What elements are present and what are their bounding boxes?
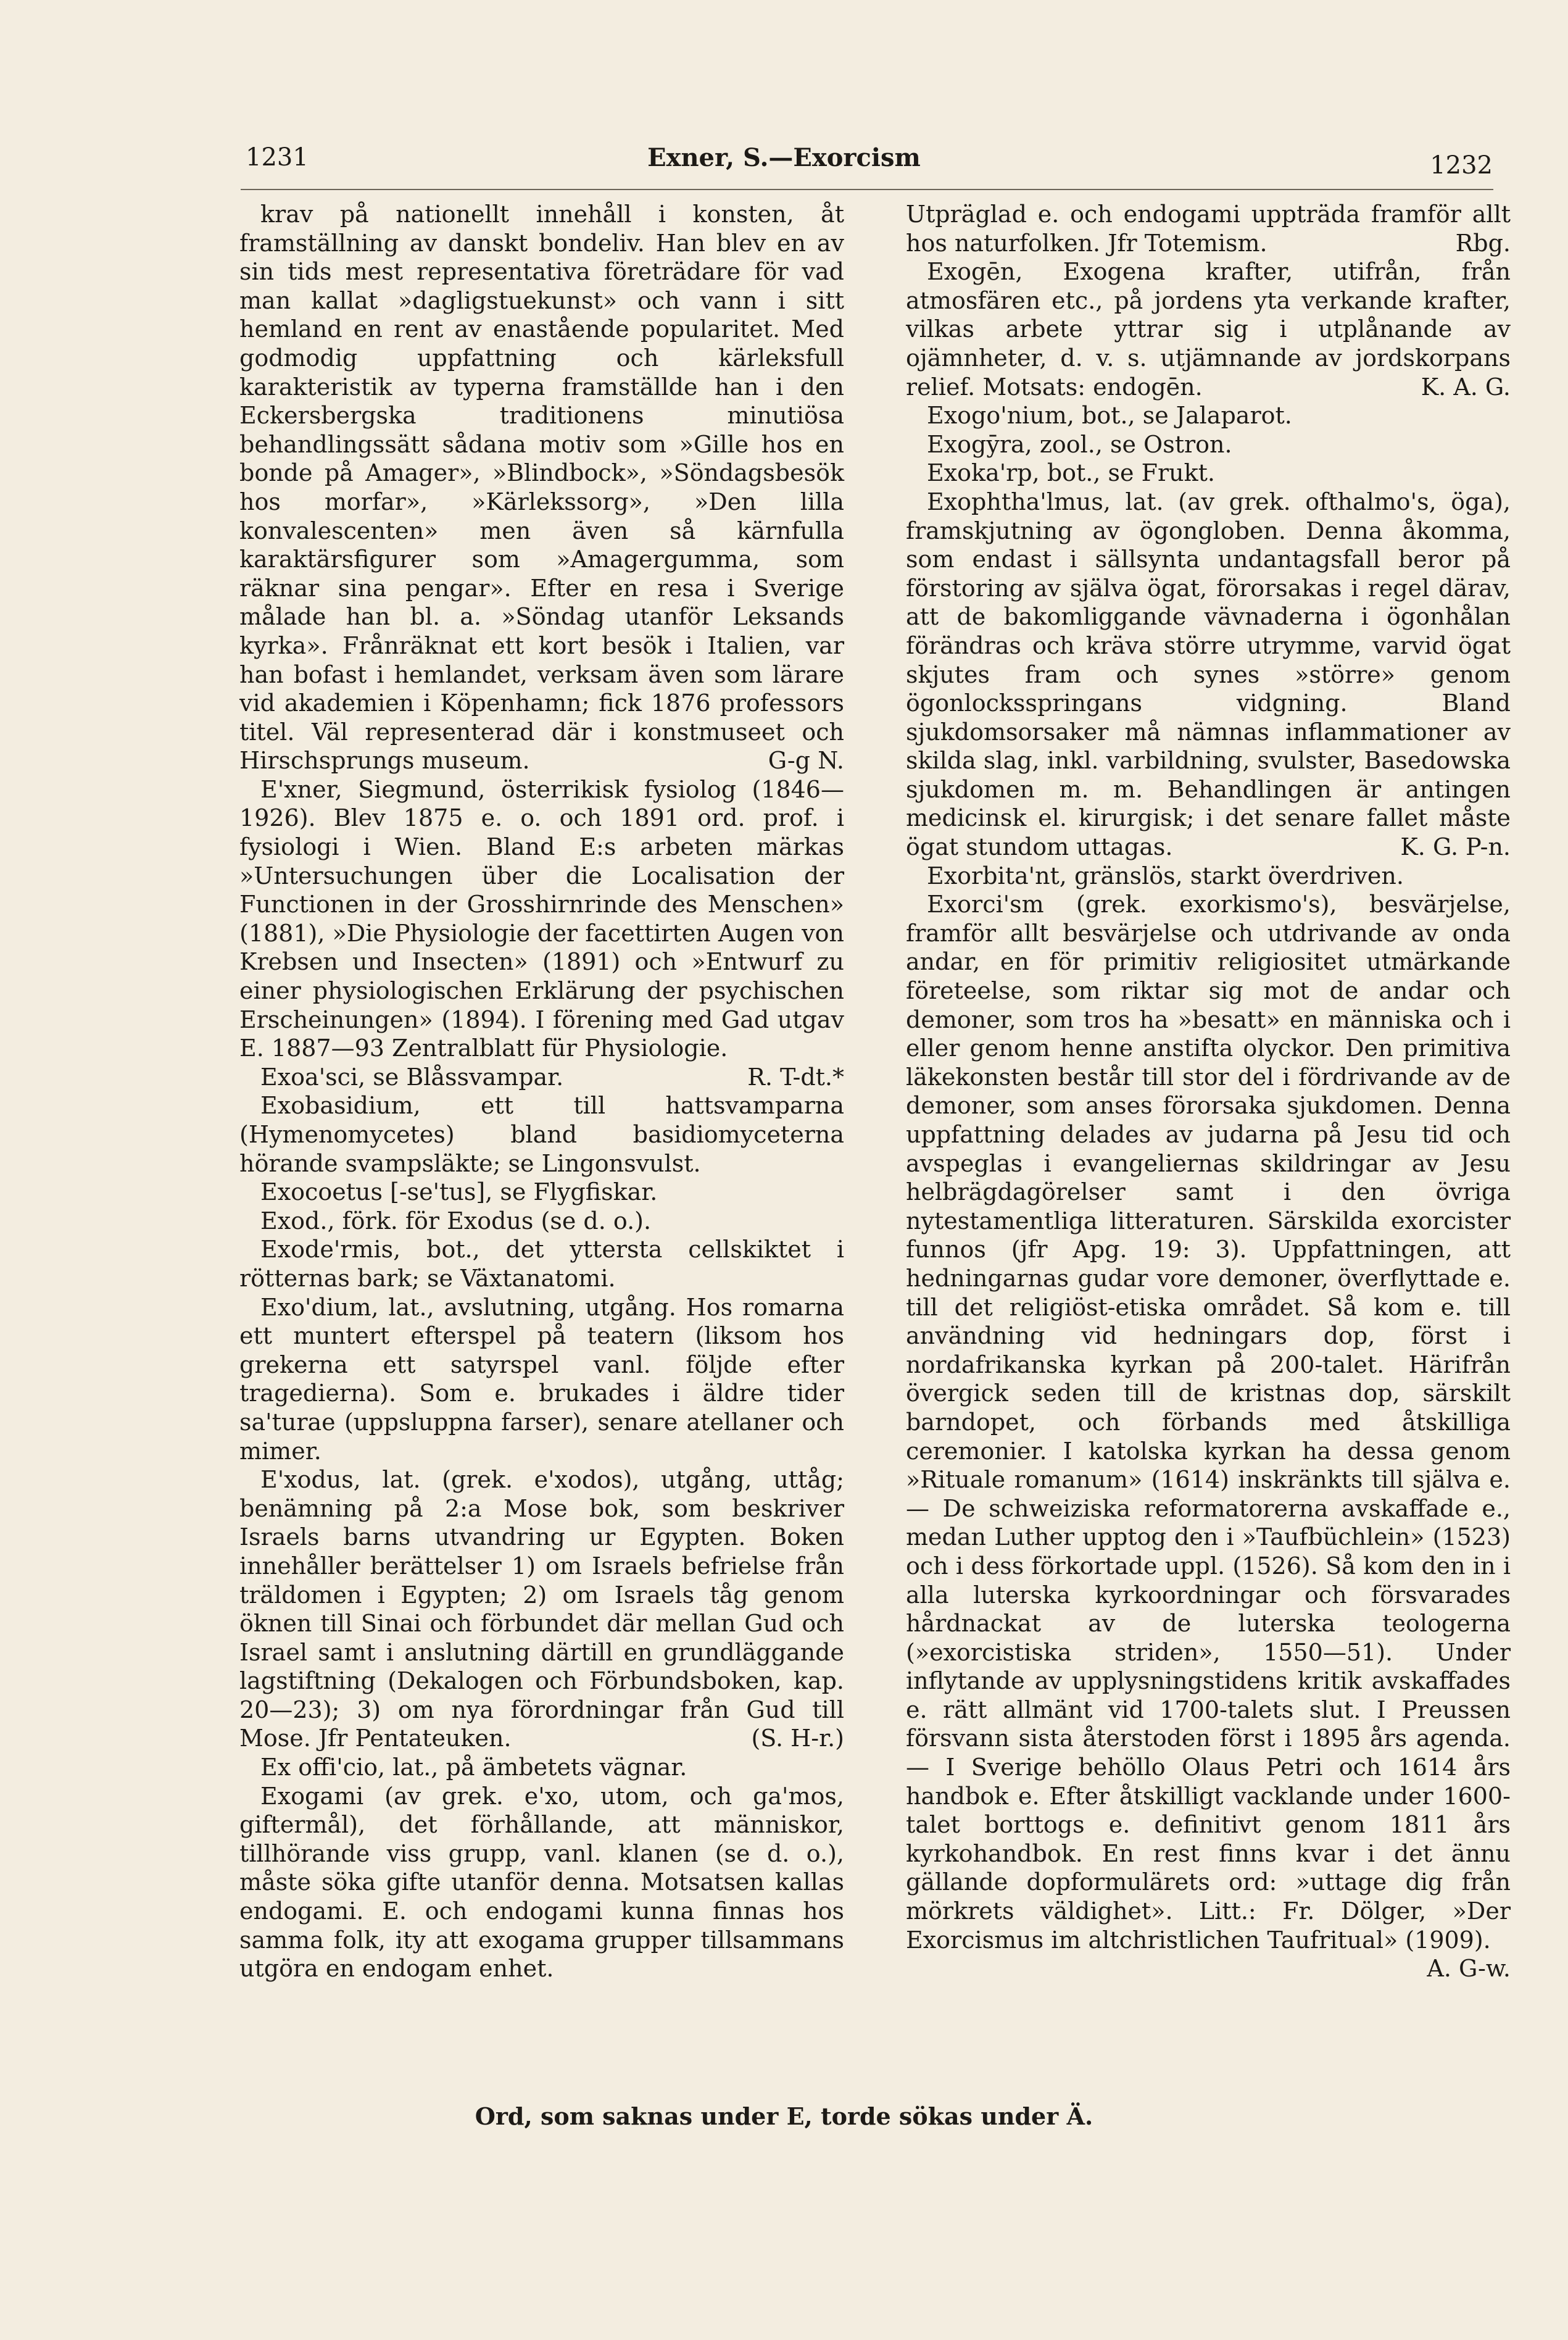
entry-text: Exocoetus [-se'tus], se Flygfiskar. bbox=[260, 1178, 658, 1206]
entry bbox=[239, 1753, 844, 1782]
running-head: Exner, S.—Exorcism bbox=[647, 143, 921, 172]
page-number-right: 1232 bbox=[1430, 151, 1493, 180]
footer-note: Ord, som saknas under E, torde sökas under Ä. bbox=[475, 2102, 1093, 2130]
entry-text: E'xner, Siegmund, österrikisk fysiolog (1846—1926). Blev 1875 e. o. och 1891 ord. prof. i fysiologi i Wien. Bland E:s arbeten märkas »Untersuchungen über die Localisation der Functionen in der Grosshirnrinde des Menschen» (1881), »Die Physiologie der facettirten Augen von Krebsen und Insecten» (1891) och »Entwurf zu einer physiologischen Erklärung der psychischen Erscheinungen» (1894). I förening med Gad utgav E. 1887—93 Zentralblatt für Physiologie. bbox=[239, 775, 844, 1062]
entry bbox=[239, 1091, 844, 1178]
entry-text: Exogēn, Exogena krafter, utifrån, från atmosfären etc., på jordens yta verkande krafter, vilkas arbete yttrar sig i utplånande av ojämnheter, d. v. s. utjämnande av jordskorpans relief. Motsats: endogēn. bbox=[906, 258, 1511, 401]
entry-signature: K. A. G. bbox=[1421, 373, 1511, 401]
entry-text: Exod., förk. för Exodus (se d. o.). bbox=[260, 1207, 652, 1235]
entry-text: Ex offi'cio, lat., på ämbetets vägnar. bbox=[260, 1754, 687, 1781]
entry-text: Exode'rmis, bot., det yttersta cellskiktet i rötternas bark; se Växtanatomi. bbox=[239, 1236, 844, 1292]
entry-text: Exoa'sci, se Blåssvampar. bbox=[260, 1063, 564, 1091]
entry bbox=[906, 890, 1511, 1983]
entry-text: Exogȳra, zool., se Ostron. bbox=[927, 430, 1232, 458]
header-rule bbox=[241, 189, 1493, 190]
entry-text: Exorbita'nt, gränslös, starkt överdriven. bbox=[927, 862, 1404, 889]
entry-text: Exo'dium, lat., avslutning, utgång. Hos romarna ett muntert efterspel på teatern (liksom hos grekerna ett satyrspel vanl. följde efter tragedierna). Som e. brukades i äldre tider sa'turae (uppsluppna farser), senare atellaner och mimer. bbox=[239, 1293, 844, 1465]
entry bbox=[239, 1465, 844, 1753]
entry-text: Exobasidium, ett till hattsvamparna (Hymenomycetes) bland basidiomyceterna hörande svampsläkte; se Lingonsvulst. bbox=[239, 1092, 844, 1177]
entry bbox=[239, 1178, 844, 1207]
entry-signature: R. T-dt.* bbox=[747, 1063, 844, 1091]
entry bbox=[239, 1782, 844, 1983]
entry-signature: A. G-w. bbox=[1427, 1955, 1511, 1983]
entry bbox=[906, 200, 1511, 257]
entry bbox=[906, 430, 1511, 459]
entry bbox=[906, 401, 1511, 430]
entry bbox=[906, 488, 1511, 862]
entry-text: krav på nationellt innehåll i konsten, åt framställning av danskt bondeliv. Han blev en av sin tids mest representativa företrädare för vad man kallat »dagligstuekunst» och vann i sitt hemland en rent av enastående popularitet. Med godmodig uppfattning och kärleksfull karakteristik av typerna framställde han i den Eckersbergska traditionens minutiösa behandlingssätt sådana motiv som »Gille hos en bonde på Amager», »Blindbock», »Söndagsbesök hos morfar», »Kärlekssorg», »Den lilla konvalescenten» men även så kärnfulla karaktärsfigurer som »Amagergumma, som räknar sina pengar». Efter en resa i Sverige målade han bl. a. »Söndag utanför Leksands kyrka». Frånräknat ett kort besök i Italien, var han bofast i hemlandet, verksam även som lärare vid akademien i Köpenhamn; fick 1876 professors titel. Väl representerad där i konstmuseet och Hirschsprungs museum. bbox=[239, 201, 844, 775]
entry-text: Exogo'nium, bot., se Jalaparot. bbox=[927, 402, 1292, 430]
entry bbox=[239, 1235, 844, 1293]
entry bbox=[239, 200, 844, 775]
entry bbox=[239, 1207, 844, 1236]
left-column bbox=[239, 200, 844, 1983]
entry-text: Exorci'sm (grek. exorkismo's), besvärjelse, framför allt besvärjelse och utdrivande av onda andar, en för primitiv religiositet utmärkande företeelse, som riktar sig mot de andar och demoner, som tros ha »besatt» en människa och i eller genom henne anstifta olyckor. Den primitiva läkekonsten består till stor del i fördrivande av de demoner, som anses förorsaka sjukdomen. Denna uppfattning delades av judarna på Jesu tid och avspeglas i evangeliernas skildringar av Jesu helbrägdagörelser samt i den övriga nytestamentliga litteraturen. Särskilda exorcister funnos (jfr Apg. 19: 3). Uppfattningen, att hedningarnas gudar vore demoner, överflyttade e. till det religiöst-etiska området. Så kom e. till användning vid hedningars dop, först i nordafrikanska kyrkan på 200-talet. Härifrån övergick seden till de kristnas dop, särskilt barndopet, och förbands med åtskilliga ceremonier. I katolska kyrkan ha dessa genom »Rituale romanum» (1614) inskränkts till själva e. — De schweiziska reformatorerna avskaffade e., medan Luther upptog den i »Taufbüchlein» (1523) och i dess förkortade uppl. (1526). Så kom den in i alla luterska kyrkoordningar och försvarades hårdnackat av de luterska teologerna (»exorcistiska striden», 1550—51). Under inflytande av upplysningstidens kritik avskaffades e. rätt allmänt vid 1700-talets slut. I Preussen försvann sista återstoden först i 1895 års agenda. — I Sverige behöllo Olaus Petri och 1614 års handbok e. Efter åtskilligt vacklande under 1600-talet borttogs e. definitivt genom 1811 års kyrkohandbok. En rest finns kvar i det ännu gällande dopformulärets ord: »uttage dig från mörkrets väldighet». Litt.: Fr. Dölger, »Der Exorcismus im altchristlichen Taufritual» (1909). bbox=[906, 891, 1511, 1954]
page-number-left: 1231 bbox=[246, 143, 309, 172]
entry-signature: Rbg. bbox=[1455, 229, 1511, 257]
entry bbox=[906, 257, 1511, 401]
entry-text: Exophtha'lmus, lat. (av grek. ofthalmo's, öga), framskjutning av ögongloben. Denna åkomma, som endast i sällsynta undantagsfall beror på förstoring av själva ögat, förorsakas i regel därav, att de bakomliggande vävnaderna i ögonhålan förändras och kräva större utrymme, varvid ögat skjutes fram och synes »större» genom ögonlocksspringans vidgning. Bland sjukdomsorsaker må nämnas inflammationer av skilda slag, inkl. varbildning, svulster, Basedowska sjukdomen m. m. Behandlingen är antingen medicinsk el. kirurgisk; i det senare fallet måste ögat stundom uttagas. bbox=[906, 488, 1511, 861]
entry bbox=[239, 1293, 844, 1466]
entry-text: E'xodus, lat. (grek. e'xodos), utgång, uttåg; benämning på 2:a Mose bok, som beskriver Israels barns utvandring ur Egypten. Boken innehåller berättelser 1) om Israels befrielse från träldomen i Egypten; 2) om Israels tåg genom öknen till Sinai och förbundet där mellan Gud och Israel samt i anslutning därtill en grundläggande lagstiftning (Dekalogen och Förbundsboken, kap. 20—23); 3) om nya förordningar från Gud till Mose. Jfr Pentateuken. bbox=[239, 1466, 844, 1752]
right-column bbox=[906, 200, 1511, 1983]
entry bbox=[906, 459, 1511, 488]
entry bbox=[906, 862, 1511, 891]
entry-text: Exogami (av grek. e'xo, utom, och ga'mos, giftermål), det förhållande, att människor, tillhörande viss grupp, vanl. klanen (se d. o.), måste söka gifte utanför denna. Motsatsen kallas endogami. E. och endogami kunna finnas hos samma folk, ity att exogama grupper tillsammans utgöra en endogam enhet. bbox=[239, 1782, 844, 1983]
entry-text: Exoka'rp, bot., se Frukt. bbox=[927, 459, 1215, 487]
entry-signature: K. G. P-n. bbox=[1400, 833, 1511, 861]
entry-signature: (S. H-r.) bbox=[751, 1725, 844, 1752]
entry-signature: G-g N. bbox=[768, 747, 844, 775]
entry-text: Utpräglad e. och endogami uppträda framför allt hos naturfolken. Jfr Totemism. bbox=[906, 201, 1511, 257]
